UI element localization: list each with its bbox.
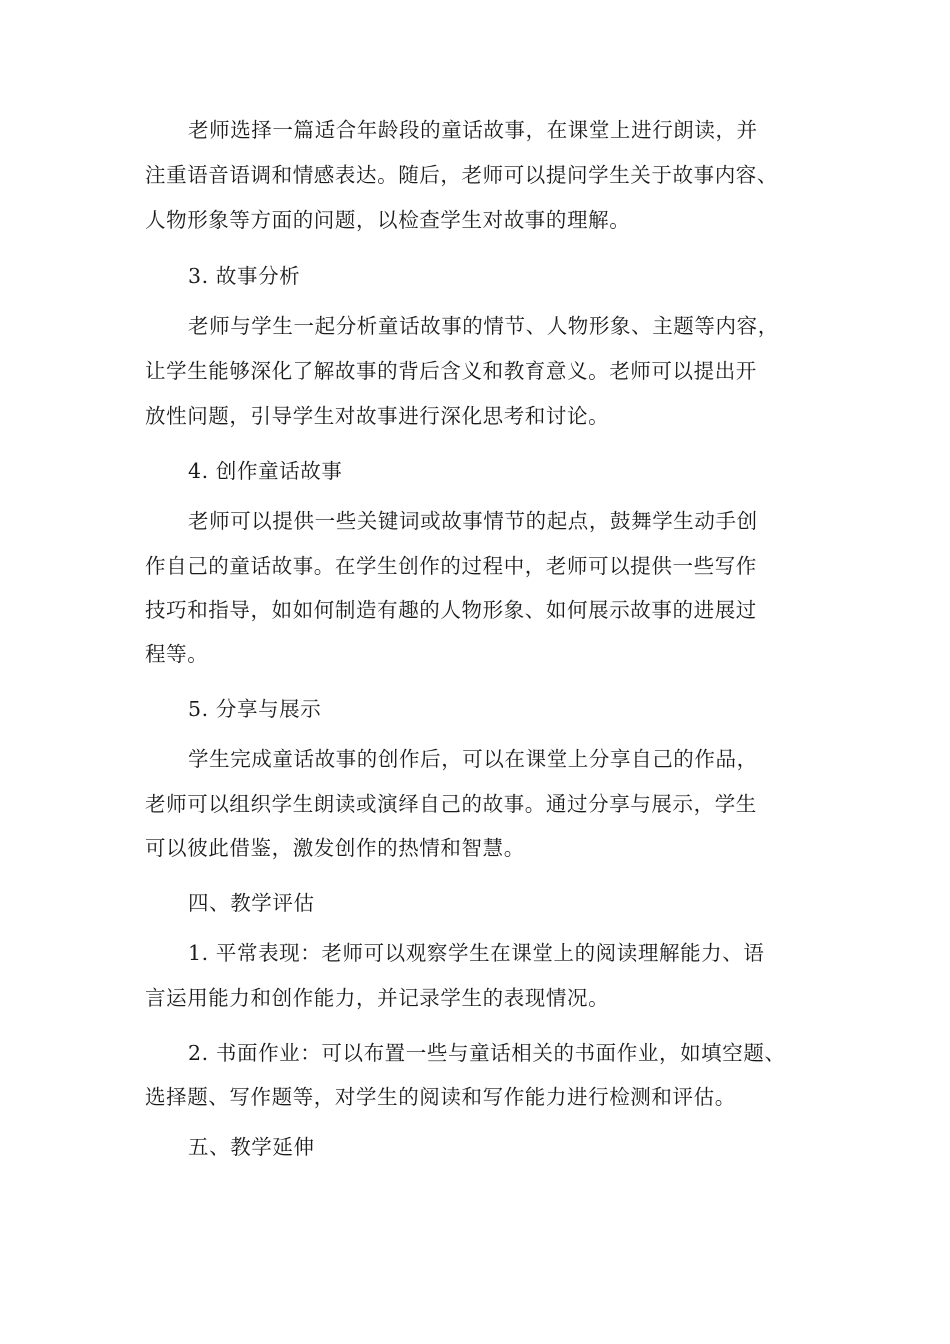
section-heading: 4. 创作童话故事 [188, 459, 343, 483]
section-heading: 3. 故事分析 [188, 264, 301, 288]
paragraph-line: 1. 平常表现：老师可以观察学生在课堂上的阅读理解能力、语 [188, 941, 765, 965]
section-heading: 5. 分享与展示 [188, 697, 322, 721]
paragraph-line: 老师与学生一起分析童话故事的情节、人物形象、主题等内容， [188, 314, 779, 338]
paragraph-line: 老师可以提供一些关键词或故事情节的起点，鼓舞学生动手创 [188, 509, 758, 533]
paragraph-line: 让学生能够深化了解故事的背后含义和教育意义。老师可以提出开 [145, 359, 757, 383]
paragraph-line: 2. 书面作业：可以布置一些与童话相关的书面作业，如填空题、 [188, 1041, 786, 1065]
paragraph-line: 言运用能力和创作能力，并记录学生的表现情况。 [145, 986, 610, 1010]
section-heading: 四、教学评估 [188, 891, 315, 915]
paragraph-line: 学生完成童话故事的创作后，可以在课堂上分享自己的作品， [188, 747, 758, 771]
section-heading: 五、教学延伸 [188, 1135, 315, 1159]
paragraph-line: 放性问题，引导学生对故事进行深化思考和讨论。 [145, 404, 610, 428]
paragraph-line: 技巧和指导，如如何制造有趣的人物形象、如何展示故事的进展过 [145, 598, 757, 622]
paragraph-line: 可以彼此借鉴，激发创作的热情和智慧。 [145, 836, 525, 860]
paragraph-line: 老师选择一篇适合年龄段的童话故事，在课堂上进行朗读，并 [188, 118, 758, 142]
paragraph-line: 老师可以组织学生朗读或演绎自己的故事。通过分享与展示，学生 [145, 792, 757, 816]
paragraph-line: 注重语音语调和情感表达。随后，老师可以提问学生关于故事内容、 [145, 163, 778, 187]
paragraph-line: 作自己的童话故事。在学生创作的过程中，老师可以提供一些写作 [145, 554, 757, 578]
paragraph-line: 人物形象等方面的问题，以检查学生对故事的理解。 [145, 208, 631, 232]
paragraph-line: 程等。 [145, 642, 209, 666]
paragraph-line: 选择题、写作题等，对学生的阅读和写作能力进行检测和评估。 [145, 1085, 736, 1109]
